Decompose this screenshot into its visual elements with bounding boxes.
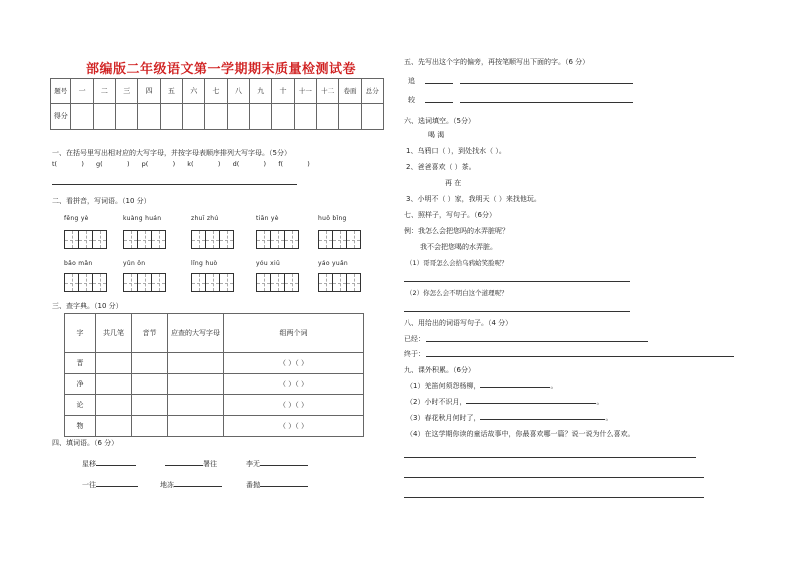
q4-heading: 四、填词语。（6 分） bbox=[52, 439, 119, 447]
q7-example: 例：我怎么会把您吗的水弄脏呢？ bbox=[404, 227, 509, 235]
q9-line-4: （4）在这学期你读的童话故事中，你最喜欢哪一篇？说一说为什么喜欢。 bbox=[406, 430, 635, 438]
score-row-label: 得分 bbox=[51, 104, 71, 130]
pinyin-label: lǐng huò bbox=[191, 260, 218, 267]
grid-cell[interactable] bbox=[205, 230, 220, 249]
q9-line-2: （2）小时不识月， 。 bbox=[406, 398, 604, 406]
writing-grid[interactable] bbox=[64, 230, 106, 249]
q9-line-1: （1）羌笛何须怨杨柳， 。 bbox=[406, 382, 558, 390]
q7-prompt-1: （1）哥哥怎么会拾乌鸦蛤笑脸呢？ bbox=[406, 259, 508, 267]
score-header-cell: 十二 bbox=[317, 79, 339, 104]
grid-cell[interactable] bbox=[151, 230, 166, 249]
pinyin-label: bǎo mǎn bbox=[64, 260, 93, 267]
grid-cell[interactable] bbox=[78, 230, 93, 249]
q6-pair-2: 再 在 bbox=[445, 179, 462, 187]
pinyin-label: yóu xiū bbox=[256, 260, 281, 267]
pinyin-label: zhuī zhú bbox=[191, 215, 219, 222]
score-header-cell: 五 bbox=[160, 79, 182, 104]
writing-grid[interactable] bbox=[256, 230, 298, 249]
writing-grid[interactable] bbox=[191, 230, 233, 249]
writing-grid[interactable] bbox=[318, 273, 360, 292]
grid-cell[interactable] bbox=[123, 273, 138, 292]
score-cell[interactable] bbox=[361, 104, 383, 130]
pinyin-label: fēng yè bbox=[64, 215, 89, 222]
q9-line-3: （3）春花秋月何时了， 。 bbox=[406, 414, 613, 422]
pinyin-label: yǔn ǒn bbox=[123, 260, 146, 267]
score-cell[interactable] bbox=[272, 104, 294, 130]
q8-answer-line-1[interactable] bbox=[426, 341, 648, 342]
score-cell[interactable] bbox=[294, 104, 316, 130]
score-header-cell: 四 bbox=[138, 79, 160, 104]
grid-cell[interactable] bbox=[256, 230, 271, 249]
q6-heading: 六、选词填空。（5分） bbox=[404, 117, 475, 125]
pinyin-label: kuàng huán bbox=[123, 215, 162, 222]
q6-sentence-3: 3、小明不（ ）家，我明天（ ）来找他玩。 bbox=[406, 195, 541, 203]
pinyin-label: tiān yè bbox=[256, 215, 279, 222]
writing-grid[interactable] bbox=[64, 273, 106, 292]
q8-answer-line-2[interactable] bbox=[426, 356, 734, 357]
grid-cell[interactable] bbox=[92, 273, 107, 292]
grid-cell[interactable] bbox=[137, 273, 152, 292]
q6-sentence-1: 1、乌鸦口（ ），到处找水（ ）。 bbox=[406, 147, 506, 155]
q7-example-answer: 我不会把您喝的水弄脏。 bbox=[420, 243, 497, 251]
grid-cell[interactable] bbox=[270, 230, 285, 249]
q7-prompt-2: （2）你怎么会不明白这个道理呢？ bbox=[406, 289, 508, 297]
grid-cell[interactable] bbox=[284, 273, 299, 292]
grid-cell[interactable] bbox=[151, 273, 166, 292]
pinyin-label: huǒ bǐng bbox=[318, 215, 347, 222]
score-table bbox=[50, 78, 384, 130]
q9-answer-line-1[interactable] bbox=[404, 457, 696, 458]
grid-cell[interactable] bbox=[64, 230, 79, 249]
score-header-cell: 六 bbox=[183, 79, 205, 104]
score-cell[interactable] bbox=[205, 104, 227, 130]
score-header-cell: 九 bbox=[250, 79, 272, 104]
q4-item-3: 李无 bbox=[246, 459, 308, 469]
score-cell[interactable] bbox=[93, 104, 115, 130]
q4-item-6: 番抛 bbox=[246, 480, 308, 490]
q7-answer-line-2[interactable] bbox=[404, 311, 630, 312]
score-header-cell: 八 bbox=[227, 79, 249, 104]
score-cell[interactable] bbox=[71, 104, 93, 130]
writing-grid[interactable] bbox=[123, 230, 165, 249]
q5-stroke-line-2[interactable] bbox=[460, 102, 633, 103]
q5-radical-line-2[interactable] bbox=[425, 102, 453, 103]
writing-grid[interactable] bbox=[191, 273, 233, 292]
score-cell[interactable] bbox=[227, 104, 249, 130]
q2-heading: 二、看拼音，写词语。（10 分） bbox=[52, 197, 151, 205]
score-cell[interactable] bbox=[116, 104, 138, 130]
grid-cell[interactable] bbox=[64, 273, 79, 292]
q5-char-2: 较 bbox=[408, 96, 415, 104]
score-header-cell: 三 bbox=[116, 79, 138, 104]
q3-heading: 三、查字典。（10 分） bbox=[52, 302, 123, 310]
score-header-cell: 二 bbox=[93, 79, 115, 104]
score-header-cell: 七 bbox=[205, 79, 227, 104]
grid-cell[interactable] bbox=[346, 230, 361, 249]
grid-cell[interactable] bbox=[270, 273, 285, 292]
q8-word-2: 终于： bbox=[404, 350, 425, 358]
grid-cell[interactable] bbox=[318, 273, 333, 292]
score-cell[interactable] bbox=[250, 104, 272, 130]
grid-cell[interactable] bbox=[205, 273, 220, 292]
grid-cell[interactable] bbox=[332, 230, 347, 249]
q5-char-1: 追 bbox=[408, 77, 415, 85]
q7-answer-line-1[interactable] bbox=[404, 281, 630, 282]
grid-cell[interactable] bbox=[137, 230, 152, 249]
q1-letters: t( ) g( ) p( ) k( ) d( ) f( ) bbox=[52, 160, 310, 168]
q5-stroke-line-1[interactable] bbox=[460, 83, 633, 84]
grid-cell[interactable] bbox=[92, 230, 107, 249]
q6-pair-1: 喝 渴 bbox=[428, 131, 445, 139]
score-cell[interactable] bbox=[183, 104, 205, 130]
score-header-cell: 一 bbox=[71, 79, 93, 104]
grid-cell[interactable] bbox=[219, 230, 234, 249]
q5-radical-line-1[interactable] bbox=[425, 83, 453, 84]
grid-cell[interactable] bbox=[256, 273, 271, 292]
q7-heading: 七、照样子，写句子。（6分） bbox=[404, 211, 496, 219]
q8-heading: 八、用给出的词语写句子。（4 分） bbox=[404, 319, 513, 327]
score-cell[interactable] bbox=[138, 104, 160, 130]
score-header-cell: 十一 bbox=[294, 79, 316, 104]
score-cell[interactable] bbox=[160, 104, 182, 130]
writing-grid[interactable] bbox=[318, 230, 360, 249]
score-cell[interactable] bbox=[317, 104, 339, 130]
score-header-cell: 十 bbox=[272, 79, 294, 104]
grid-cell[interactable] bbox=[191, 273, 206, 292]
grid-cell[interactable] bbox=[284, 230, 299, 249]
q1-heading: 一、在括号里写出相对应的大写字母，并按字母表顺序排列大写字母。（5分） bbox=[52, 149, 291, 157]
q4-item-4: 一往 bbox=[82, 480, 138, 490]
q9-heading: 九、课外积累。（6分） bbox=[404, 366, 475, 374]
q9-answer-line-2[interactable] bbox=[404, 477, 704, 478]
q4-item-5: 地冻 bbox=[160, 480, 222, 490]
dictionary-table: 字 共几笔 音节 应查的大写字母 组两个词 晋 （ ）（ ） 净 （ ）（ ） 论 （ ）（ ） 物 （ ）（ ） bbox=[64, 313, 364, 437]
page-title: 部编版二年级语文第一学期期末质量检测试卷 bbox=[86, 62, 357, 77]
grid-cell[interactable] bbox=[78, 273, 93, 292]
grid-cell[interactable] bbox=[332, 273, 347, 292]
writing-grid[interactable] bbox=[123, 273, 165, 292]
grid-cell[interactable] bbox=[318, 230, 333, 249]
writing-grid[interactable] bbox=[256, 273, 298, 292]
grid-cell[interactable] bbox=[123, 230, 138, 249]
grid-cell[interactable] bbox=[191, 230, 206, 249]
pinyin-label: yáo yuǎn bbox=[318, 260, 349, 267]
q1-answer-line[interactable] bbox=[52, 184, 297, 185]
score-header-cell: 题号 bbox=[51, 79, 71, 104]
grid-cell[interactable] bbox=[346, 273, 361, 292]
grid-cell[interactable] bbox=[219, 273, 234, 292]
q6-sentence-2: 2、爸爸喜欢（ ）茶。 bbox=[406, 163, 476, 171]
score-header-cell: 卷面 bbox=[339, 79, 361, 104]
q4-item-2: 署往 bbox=[165, 459, 217, 469]
q5-heading: 五、先写出这个字的偏旁，再按笔顺写出下面的字。（6 分） bbox=[404, 58, 590, 66]
score-cell[interactable] bbox=[339, 104, 361, 130]
q8-word-1: 已经： bbox=[404, 335, 425, 343]
score-header-cell: 总分 bbox=[361, 79, 383, 104]
q4-item-1: 星移 bbox=[82, 459, 136, 469]
q9-answer-line-3[interactable] bbox=[404, 497, 704, 498]
